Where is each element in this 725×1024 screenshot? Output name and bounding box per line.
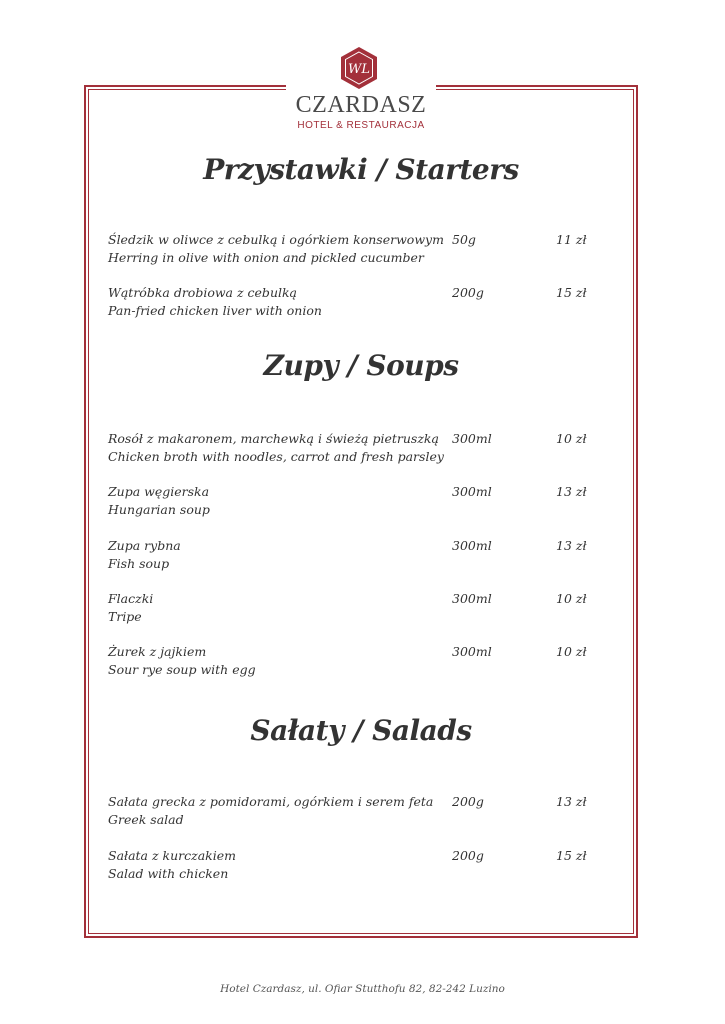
item-name-en: Tripe	[108, 609, 142, 624]
item-name-en: Chicken broth with noodles, carrot and fresh parsley	[108, 449, 444, 464]
item-quantity: 200g	[452, 285, 484, 300]
item-name-pl: Rosół z makaronem, marchewką i świeżą pietruszką	[108, 431, 439, 446]
item-price: 10 zł	[556, 591, 587, 606]
footer-address: Hotel Czardasz, ul. Ofiar Stutthofu 82, 82-242 Luzino	[220, 983, 505, 995]
item-name-pl: Zupa węgierska	[108, 484, 210, 499]
menu-item	[108, 430, 608, 466]
item-price: 13 zł	[556, 538, 587, 553]
item-quantity: 200g	[452, 794, 484, 809]
menu-item	[108, 231, 608, 267]
menu-item	[108, 284, 608, 320]
item-price: 15 zł	[556, 848, 587, 863]
section-title-salads: Sałaty / Salads	[250, 714, 472, 747]
item-name-en: Pan-fried chicken liver with onion	[108, 303, 322, 318]
item-quantity: 200g	[452, 848, 484, 863]
logo-monogram: WL	[348, 62, 370, 77]
menu-item	[108, 793, 608, 829]
item-name-pl: Sałata grecka z pomidorami, ogórkiem i serem feta	[108, 794, 434, 809]
logo	[286, 40, 436, 132]
item-quantity: 300ml	[452, 484, 492, 499]
item-name-en: Greek salad	[108, 812, 184, 827]
item-name-pl: Flaczki	[108, 591, 154, 606]
item-name-pl: Sałata z kurczakiem	[108, 848, 236, 863]
item-name-pl: Zupa rybna	[108, 538, 181, 553]
item-name-pl: Żurek z jajkiem	[108, 644, 207, 659]
item-name-pl: Śledzik w oliwce z cebulką i ogórkiem konserwowym	[108, 232, 444, 247]
logo-name: CZARDASZ	[295, 92, 427, 118]
item-name-en: Hungarian soup	[108, 502, 210, 517]
item-name-pl: Wątróbka drobiowa z cebulką	[108, 285, 298, 300]
item-quantity: 50g	[452, 232, 476, 247]
item-name-en: Fish soup	[108, 556, 170, 571]
item-quantity: 300ml	[452, 431, 492, 446]
logo-emblem-icon	[337, 46, 381, 90]
item-price: 10 zł	[556, 431, 587, 446]
menu-item	[108, 847, 608, 883]
item-name-en: Sour rye soup with egg	[108, 662, 256, 677]
section-title-soups: Zupy / Soups	[263, 349, 459, 382]
item-price: 15 zł	[556, 285, 587, 300]
menu-item	[108, 643, 608, 679]
item-name-en: Herring in olive with onion and pickled cucumber	[108, 250, 424, 265]
item-quantity: 300ml	[452, 644, 492, 659]
item-quantity: 300ml	[452, 591, 492, 606]
item-price: 11 zł	[556, 232, 587, 247]
menu-item	[108, 483, 608, 519]
item-name-en: Salad with chicken	[108, 866, 229, 881]
item-price: 13 zł	[556, 484, 587, 499]
logo-subtitle: HOTEL & RESTAURACJA	[297, 120, 425, 131]
item-price: 13 zł	[556, 794, 587, 809]
item-price: 10 zł	[556, 644, 587, 659]
menu-item	[108, 537, 608, 573]
section-title-starters: Przystawki / Starters	[203, 153, 519, 186]
menu-item	[108, 590, 608, 626]
item-quantity: 300ml	[452, 538, 492, 553]
